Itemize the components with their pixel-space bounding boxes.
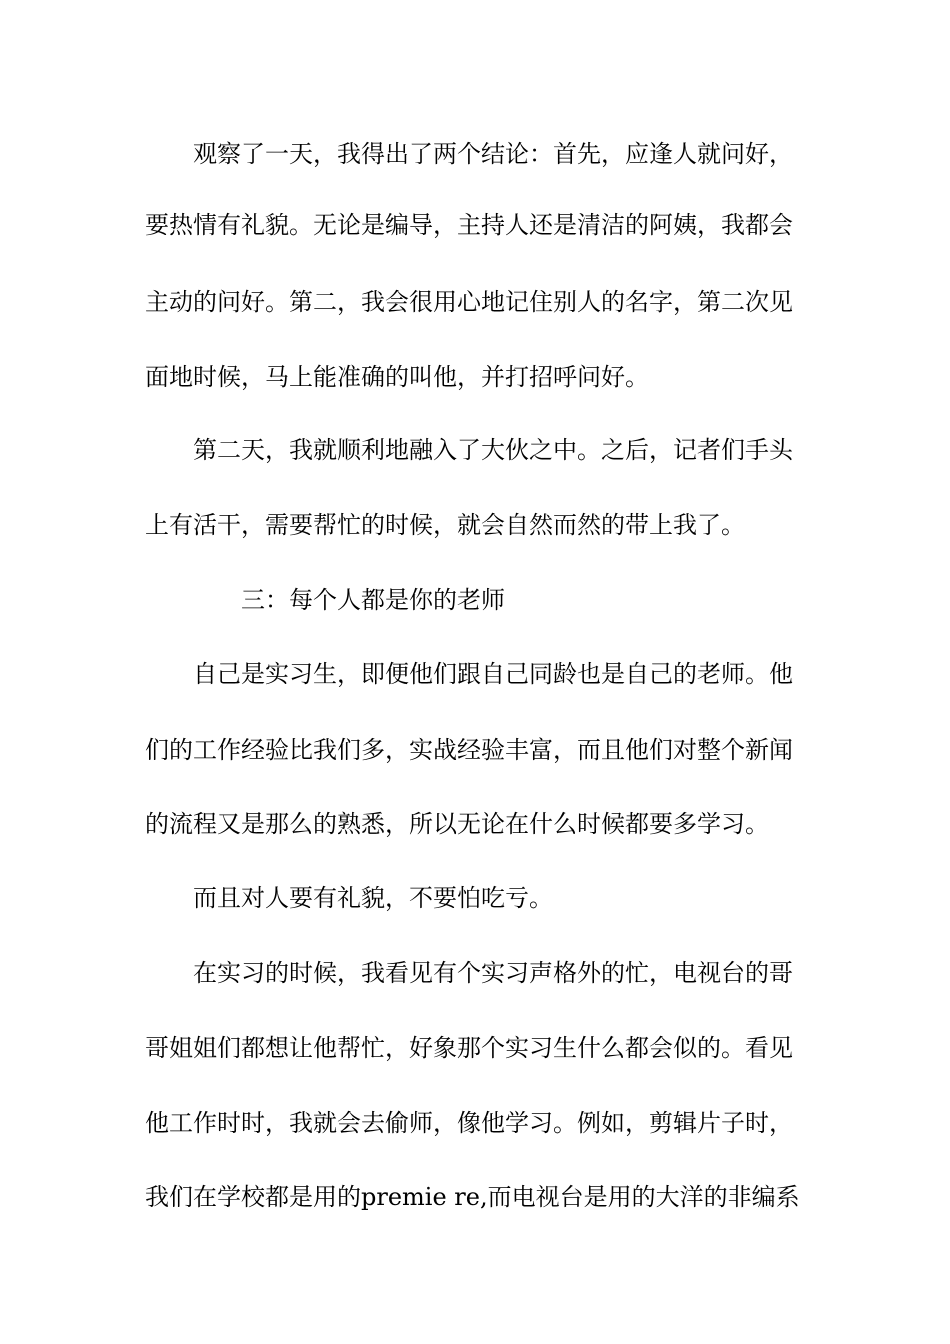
paragraph-line-4: 面地时候，马上能准确的叫他，并打招呼问好。 xyxy=(145,363,649,391)
paragraph-line-13: 他工作时时，我就会去偷师，像他学习。例如，剪辑片子时， xyxy=(145,1109,793,1137)
paragraph-line-8: 们的工作经验比我们多，实战经验丰富，而且他们对整个新闻 xyxy=(145,736,793,764)
paragraph-line-11: 在实习的时候，我看见有个实习声格外的忙，电视台的哥 xyxy=(193,959,793,987)
paragraph-line-12: 哥姐姐们都想让他帮忙，好象那个实习生什么都会似的。看见 xyxy=(145,1034,793,1062)
paragraph-line-10: 而且对人要有礼貌，不要怕吃亏。 xyxy=(193,884,553,912)
paragraph-line-6: 上有活干，需要帮忙的时候，就会自然而然的带上我了。 xyxy=(145,511,745,539)
paragraph-line-5: 第二天，我就顺利地融入了大伙之中。之后，记者们手头 xyxy=(193,436,793,464)
paragraph-line-2: 要热情有礼貌。无论是编导，主持人还是清洁的阿姨，我都会 xyxy=(145,211,793,239)
paragraph-line-3: 主动的问好。第二，我会很用心地记住别人的名字，第二次见 xyxy=(145,288,793,316)
section-heading: 三：每个人都是你的老师 xyxy=(241,586,505,614)
paragraph-line-14: 我们在学校都是用的premie re,而电视台是用的大洋的非编系 xyxy=(145,1183,800,1211)
paragraph-line-1: 观察了一天，我得出了两个结论：首先，应逢人就问好， xyxy=(193,140,793,168)
paragraph-line-9: 的流程又是那么的熟悉，所以无论在什么时候都要多学习。 xyxy=(145,810,769,838)
paragraph-line-7: 自己是实习生，即便他们跟自己同龄也是自己的老师。他 xyxy=(193,660,793,688)
